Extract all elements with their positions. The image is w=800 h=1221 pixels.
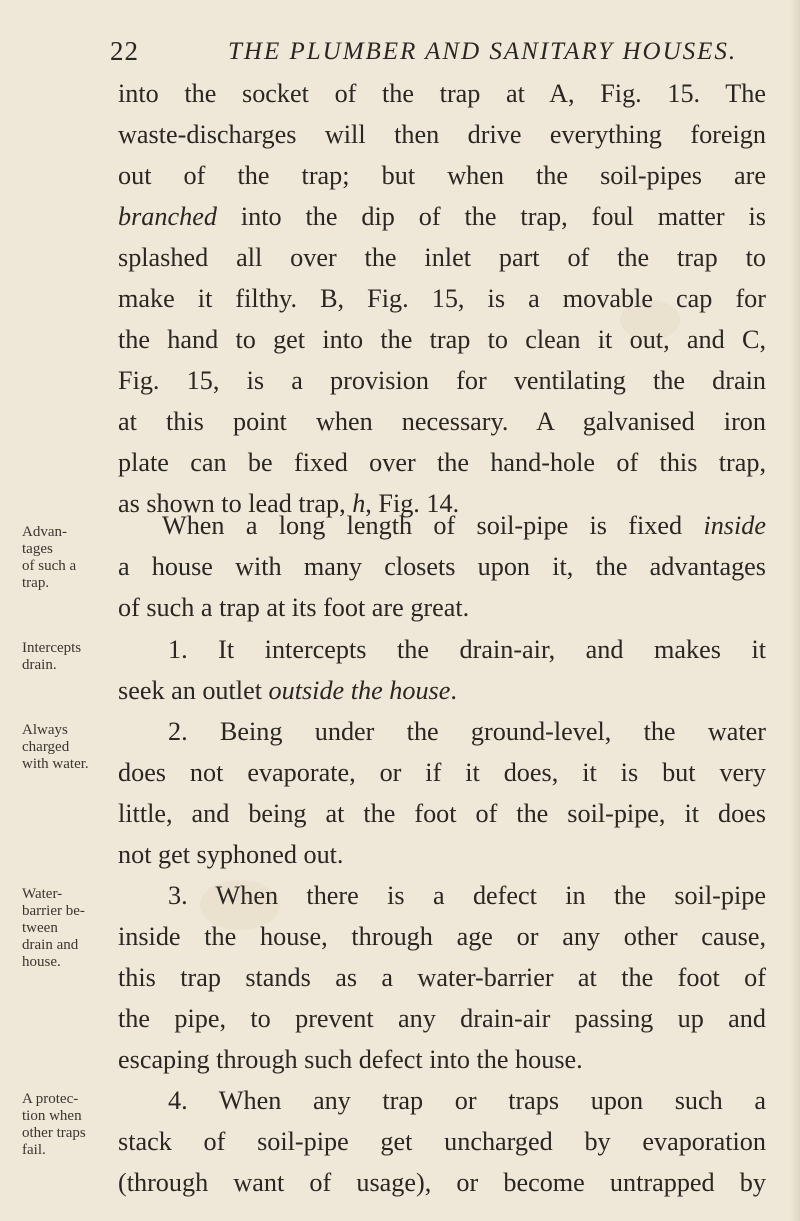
sidenote-intercepts bbox=[22, 640, 112, 674]
sidenote-protection bbox=[22, 1091, 112, 1159]
text-line: 4. When any trap or traps upon such a bbox=[168, 1086, 766, 1115]
sidenote-line: drain. bbox=[22, 657, 57, 673]
sidenote-line: barrier be- bbox=[22, 903, 85, 919]
text-line: Fig. 15, is a provision for ventilating the drain bbox=[118, 366, 766, 395]
text-line: stack of soil-pipe get uncharged by evaporation bbox=[118, 1127, 766, 1156]
text-line: as shown to lead trap, h, Fig. 14. bbox=[118, 489, 460, 518]
text-line: 1. It intercepts the drain-air, and makes it bbox=[168, 635, 766, 664]
sidenote-water-barrier bbox=[22, 886, 112, 971]
sidenote-line: A protec- bbox=[22, 1091, 79, 1107]
sidenote-line: house. bbox=[22, 954, 61, 970]
text-line: make it filthy. B, Fig. 15, is a movable cap for bbox=[118, 284, 766, 313]
text-line: does not evaporate, or if it does, it is but very bbox=[118, 758, 766, 787]
running-title: THE PLUMBER AND SANITARY HOUSES. bbox=[228, 38, 738, 65]
sidenote-advantages bbox=[22, 524, 112, 592]
sidenote-line: drain and bbox=[22, 937, 79, 953]
sidenote-line: Intercepts bbox=[22, 640, 82, 656]
sidenote-line: trap. bbox=[22, 575, 50, 591]
text-line: (through want of usage), or become untrapped by bbox=[118, 1168, 766, 1197]
sidenote-line: fail. bbox=[22, 1142, 46, 1158]
text-line: the pipe, to prevent any drain-air passing up and bbox=[118, 1004, 766, 1033]
text-line: out of the trap; but when the soil-pipes are bbox=[118, 161, 766, 190]
text-line: little, and being at the foot of the soil-pipe, it does bbox=[118, 799, 766, 828]
sidenote-line: Always bbox=[22, 722, 68, 738]
text-line: inside the house, through age or any other cause, bbox=[118, 922, 766, 951]
text-line: of such a trap at its foot are great. bbox=[118, 593, 470, 622]
text-line: escaping through such defect into the house. bbox=[118, 1045, 583, 1074]
sidenote-line: tion when bbox=[22, 1108, 82, 1124]
text-line: splashed all over the inlet part of the trap to bbox=[118, 243, 766, 272]
page-edge-shadow bbox=[790, 0, 800, 1221]
text-line: 3. When there is a defect in the soil-pipe bbox=[168, 881, 766, 910]
text-line: not get syphoned out. bbox=[118, 840, 344, 869]
text-line: branched into the dip of the trap, foul matter is bbox=[118, 202, 766, 231]
text-line: at this point when necessary. A galvanised iron bbox=[118, 407, 766, 436]
sidenote-line: other traps bbox=[22, 1125, 86, 1141]
sidenote-line: charged bbox=[22, 739, 70, 755]
sidenote-line: Advan- bbox=[22, 524, 67, 540]
sidenote-line: tween bbox=[22, 920, 58, 936]
text-line: When a long length of soil-pipe is fixed inside bbox=[162, 511, 766, 540]
sidenote-line: of such a bbox=[22, 558, 77, 574]
sidenote-line: tages bbox=[22, 541, 53, 557]
sidenote-line: with water. bbox=[22, 756, 89, 772]
text-line: waste-discharges will then drive everything foreign bbox=[118, 120, 766, 149]
text-line: this trap stands as a water-barrier at the foot of bbox=[118, 963, 766, 992]
sidenote-always-charged bbox=[22, 722, 112, 773]
page-number: 22 bbox=[110, 36, 139, 66]
text-line: the hand to get into the trap to clean it out, and C, bbox=[118, 325, 766, 354]
sidenote-line: Water- bbox=[22, 886, 63, 902]
text-line: 2. Being under the ground-level, the water bbox=[168, 717, 766, 746]
text-line: plate can be fixed over the hand-hole of this trap, bbox=[118, 448, 766, 477]
text-line: into the socket of the trap at A, Fig. 15. The bbox=[118, 79, 766, 108]
running-head bbox=[110, 36, 770, 76]
text-line: seek an outlet outside the house. bbox=[118, 676, 457, 705]
text-line: a house with many closets upon it, the advantages bbox=[118, 552, 766, 581]
